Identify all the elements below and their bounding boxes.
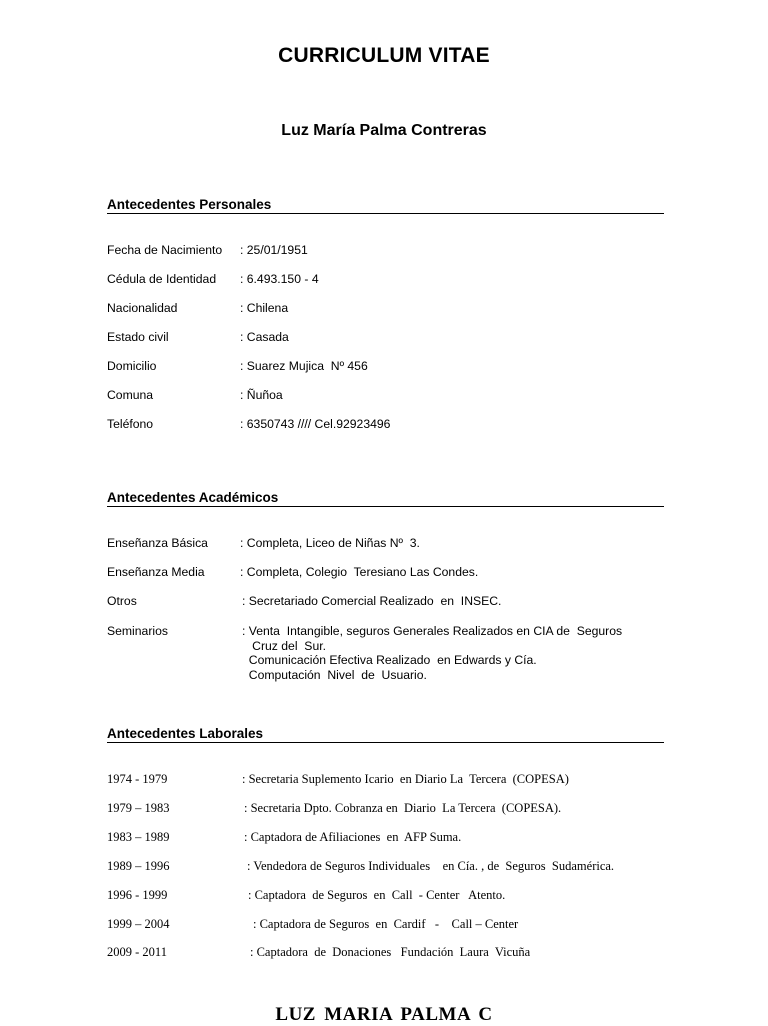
work-description: : Captadora de Seguros en Cardif - Call – Center — [253, 917, 519, 931]
work-description: : Captadora de Afiliaciones en AFP Suma. — [244, 830, 462, 844]
section-heading-personal: Antecedentes Personales — [107, 197, 664, 214]
field-value: : 6.493.150 - 4 — [240, 272, 319, 286]
field-label: Comuna — [107, 388, 154, 402]
work-description: : Secretaria Suplemento Icario en Diario La Tercera (COPESA) — [242, 772, 569, 786]
field-label: Enseñanza Media — [107, 565, 205, 579]
work-period: 2009 - 2011 — [107, 945, 167, 959]
field-label: Nacionalidad — [107, 301, 178, 315]
work-description: : Vendedora de Seguros Individuales en Cía. , de Seguros Sudamérica. — [247, 859, 615, 873]
field-label: Seminarios — [107, 624, 168, 638]
section-heading-academic: Antecedentes Académicos — [107, 490, 664, 507]
person-name: Luz María Palma Contreras — [281, 122, 487, 139]
field-value: : Completa, Colegio Teresiano Las Condes. — [240, 565, 479, 579]
field-label: Otros — [107, 594, 137, 608]
work-period: 1996 - 1999 — [107, 888, 168, 902]
field-value: : Secretariado Comercial Realizado en INSEC. — [242, 594, 502, 608]
field-value: : 6350743 //// Cel.92923496 — [240, 417, 391, 431]
field-label: Estado civil — [107, 330, 169, 344]
field-value: : Ñuñoa — [240, 388, 283, 402]
field-label: Cédula de Identidad — [107, 272, 217, 286]
footer-name: LUZ MARIA PALMA C — [275, 1004, 493, 1025]
work-description: : Captadora de Donaciones Fundación Laura Vicuña — [250, 945, 531, 959]
field-value: : Chilena — [240, 301, 289, 315]
work-period: 1979 – 1983 — [107, 801, 170, 815]
field-value: : Venta Intangible, seguros Generales Realizados en CIA de Seguros Cruz del Sur. Comunicación Efectiva Realizado en Edwards y Cía. Computación Nivel de Usuario. — [242, 624, 623, 682]
field-label: Enseñanza Básica — [107, 536, 208, 550]
work-description: : Secretaria Dpto. Cobranza en Diario La Tercera (COPESA). — [244, 801, 562, 815]
field-label: Teléfono — [107, 417, 154, 431]
work-period: 1999 – 2004 — [107, 917, 170, 931]
work-description: : Captadora de Seguros en Call - Center Atento. — [248, 888, 506, 902]
field-label: Domicilio — [107, 359, 157, 373]
work-period: 1989 – 1996 — [107, 859, 170, 873]
document-title: CURRICULUM VITAE — [278, 44, 490, 67]
section-heading-work: Antecedentes Laborales — [107, 726, 664, 743]
field-value: : Suarez Mujica Nº 456 — [240, 359, 368, 373]
field-value: : Casada — [240, 330, 289, 344]
field-label: Fecha de Nacimiento — [107, 243, 223, 257]
work-period: 1974 - 1979 — [107, 772, 168, 786]
field-value: : 25/01/1951 — [240, 243, 308, 257]
field-value: : Completa, Liceo de Niñas Nº 3. — [240, 536, 420, 550]
work-period: 1983 – 1989 — [107, 830, 170, 844]
